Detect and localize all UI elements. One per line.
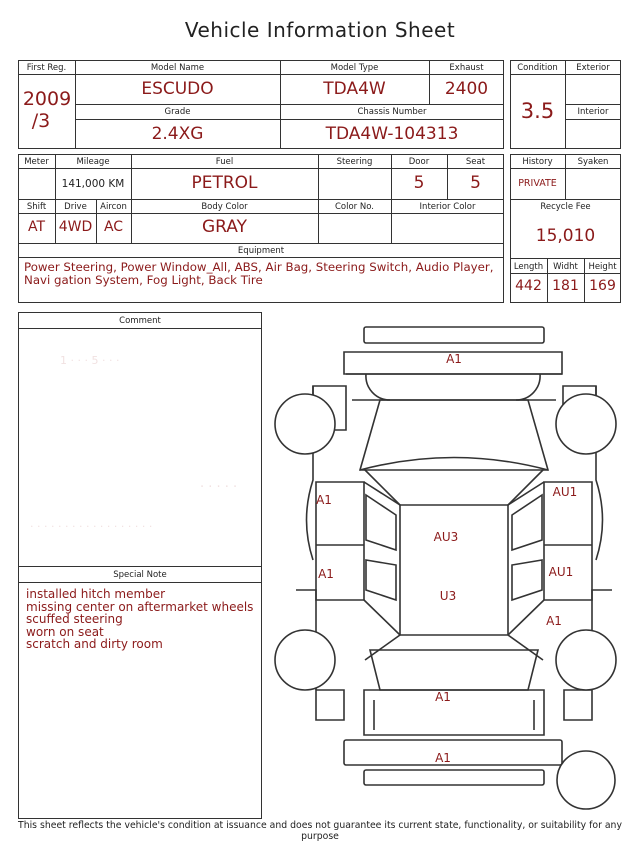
first-reg-year: 2009 bbox=[22, 88, 72, 110]
vehicle-diagram bbox=[262, 312, 640, 820]
first-reg-month: /3 bbox=[31, 110, 51, 132]
body-color-label: Body Color bbox=[201, 202, 248, 212]
model-name-label: Model Name bbox=[150, 63, 205, 73]
steering-label: Steering bbox=[336, 157, 373, 167]
aircon-label: Aircon bbox=[100, 202, 127, 212]
fuel-label: Fuel bbox=[215, 157, 234, 167]
width-label: Widht bbox=[553, 262, 578, 272]
fuel-value: PETROL bbox=[191, 173, 258, 193]
interior-color-label: Interior Color bbox=[419, 202, 476, 212]
special-note-item: missing center on aftermarket wheels bbox=[26, 599, 254, 614]
comment-label: Comment bbox=[119, 316, 161, 326]
shift-value: AT bbox=[27, 219, 46, 235]
first-reg-label: First Reg. bbox=[26, 63, 67, 73]
mark-roof: AU3 bbox=[433, 530, 459, 544]
drive-value: 4WD bbox=[58, 219, 93, 235]
grade-label: Grade bbox=[164, 107, 191, 117]
interior-label: Interior bbox=[577, 107, 609, 117]
grade-value: 2.4XG bbox=[151, 124, 204, 144]
mark-tailgate: A1 bbox=[435, 690, 451, 704]
drive-label: Drive bbox=[64, 202, 87, 212]
meter-label: Meter bbox=[24, 157, 49, 167]
height-label: Height bbox=[588, 262, 617, 272]
mileage-value: 141,000 KM bbox=[61, 178, 125, 190]
condition-value: 3.5 bbox=[520, 99, 555, 123]
exhaust-value: 2400 bbox=[444, 79, 489, 99]
sheet-title: Vehicle Information Sheet bbox=[184, 18, 456, 42]
height-value: 169 bbox=[589, 278, 616, 294]
syaken-label: Syaken bbox=[577, 157, 609, 167]
seat-label: Seat bbox=[465, 157, 486, 167]
special-note-item: worn on seat bbox=[26, 624, 104, 639]
length-label: Length bbox=[513, 262, 544, 272]
aircon-value: AC bbox=[103, 219, 124, 235]
special-note-item: scratch and dirty room bbox=[26, 637, 163, 651]
shift-label: Shift bbox=[26, 202, 47, 212]
recycle-fee-value: 15,010 bbox=[535, 226, 596, 246]
special-note-label: Special Note bbox=[113, 570, 167, 580]
mark-cabin: U3 bbox=[439, 589, 457, 603]
history-label: History bbox=[522, 157, 553, 167]
equipment-value: Power Steering, Power Window_All, ABS, Air Bag, Steering Switch, Audio Player, Navi gation System, Fog Light, Back Tire bbox=[24, 260, 494, 287]
body-color-value: GRAY bbox=[202, 217, 247, 237]
width-value: 181 bbox=[552, 278, 579, 294]
length-value: 442 bbox=[515, 278, 542, 294]
exterior-label: Exterior bbox=[576, 63, 610, 73]
disclaimer-footer: This sheet reflects the vehicle's condition at issuance and does not guarantee its current state, functionality, or suitability for any purpose bbox=[18, 820, 622, 842]
bleed-through: 1 · · · 5 · · · bbox=[60, 354, 120, 367]
mark-bumper-rear: A1 bbox=[435, 751, 451, 765]
special-notes-list bbox=[26, 588, 258, 651]
equipment-label: Equipment bbox=[237, 246, 285, 256]
mark-right-mid: AU1 bbox=[548, 565, 574, 579]
model-name-value: ESCUDO bbox=[141, 79, 214, 99]
model-type-value: TDA4W bbox=[323, 79, 386, 99]
chassis-value: TDA4W-104313 bbox=[325, 124, 459, 144]
mark-right-front: AU1 bbox=[552, 485, 578, 499]
mark-left-rear: A1 bbox=[318, 567, 334, 581]
exhaust-label: Exhaust bbox=[449, 63, 484, 73]
door-label: Door bbox=[408, 157, 430, 167]
condition-label: Condition bbox=[517, 63, 558, 73]
mileage-label: Mileage bbox=[76, 157, 110, 167]
chassis-label: Chassis Number bbox=[357, 107, 427, 117]
mark-left-front: A1 bbox=[316, 493, 332, 507]
mark-hood-front: A1 bbox=[446, 352, 462, 366]
color-no-label: Color No. bbox=[334, 202, 374, 212]
special-note-item: scuffed steering bbox=[26, 612, 123, 626]
seat-value: 5 bbox=[470, 173, 481, 193]
special-note-item: installed hitch member bbox=[26, 587, 166, 601]
mark-right-rear: A1 bbox=[546, 614, 562, 628]
door-value: 5 bbox=[413, 173, 425, 193]
history-value: PRIVATE bbox=[518, 178, 557, 189]
model-type-label: Model Type bbox=[330, 63, 379, 73]
recycle-fee-label: Recycle Fee bbox=[540, 202, 591, 212]
